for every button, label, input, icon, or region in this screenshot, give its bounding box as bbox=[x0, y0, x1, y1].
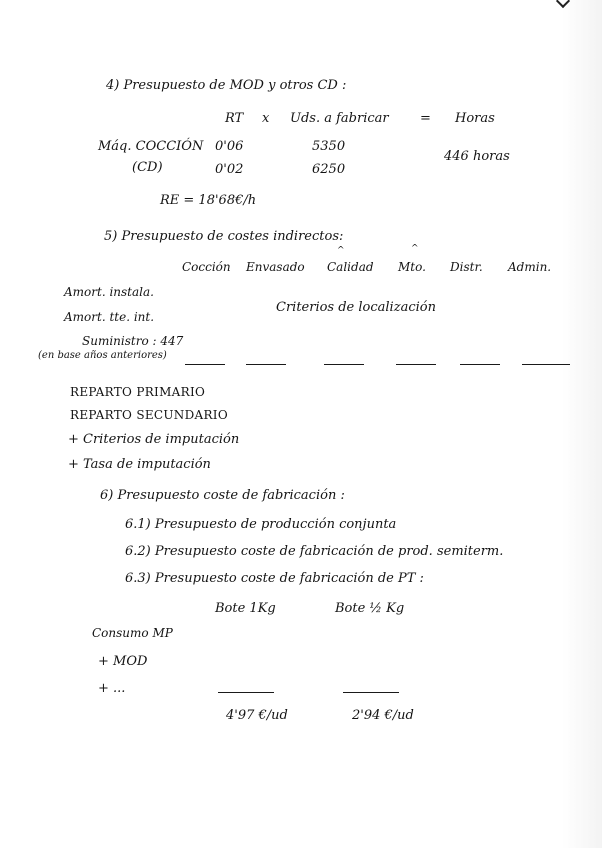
row-mod: + MOD bbox=[98, 654, 148, 669]
col-rt: RT bbox=[225, 111, 244, 126]
blank-line bbox=[246, 364, 286, 365]
row1-uds: 5350 bbox=[312, 139, 346, 154]
section5-title: 5) Presupuesto de costes indirectos: bbox=[104, 229, 344, 244]
section4-title: 4) Presupuesto de MOD y otros CD : bbox=[106, 78, 347, 93]
section6-title: 6) Presupuesto coste de fabricación : bbox=[100, 488, 345, 503]
col-coccion: Cocción bbox=[182, 260, 231, 274]
item-6-2: 6.2) Presupuesto coste de fabricación de prod. semiterm. bbox=[125, 544, 504, 559]
row-amort-tte: Amort. tte. int. bbox=[64, 310, 155, 324]
row-amort-instala: Amort. instala. bbox=[64, 285, 154, 299]
row2-rt: 0'02 bbox=[215, 162, 244, 177]
col-calidad: Calidad bbox=[327, 260, 374, 274]
col-equals: = bbox=[420, 111, 431, 126]
criterios-localizacion: Criterios de localización bbox=[276, 300, 436, 315]
blank-line bbox=[324, 364, 364, 365]
accent-mark: ^ bbox=[411, 244, 419, 254]
item-6-1: 6.1) Presupuesto de producción conjunta bbox=[125, 517, 397, 532]
re-value: RE = 18'68€/h bbox=[160, 193, 257, 208]
reparto-primario: REPARTO PRIMARIO bbox=[70, 385, 206, 399]
item-6-3: 6.3) Presupuesto coste de fabricación de PT : bbox=[125, 571, 424, 586]
row-etc: + ... bbox=[98, 681, 126, 696]
row-consumo-mp: Consumo MP bbox=[92, 626, 173, 640]
col-horas: Horas bbox=[455, 111, 495, 126]
page-shadow bbox=[562, 0, 602, 848]
blank-line bbox=[522, 364, 570, 365]
col-admin: Admin. bbox=[508, 260, 552, 274]
row-suministro-note: (en base años anteriores) bbox=[38, 350, 167, 361]
value-bote-1kg: 4'97 €/ud bbox=[226, 708, 288, 723]
col-x: x bbox=[262, 111, 270, 126]
value-bote-half-kg: 2'94 €/ud bbox=[352, 708, 414, 723]
blank-line bbox=[185, 364, 225, 365]
col-distr: Distr. bbox=[450, 260, 483, 274]
accent-mark: ^ bbox=[337, 246, 345, 256]
row-suministro: Suministro : 447 bbox=[82, 334, 184, 348]
col-mto: Mto. bbox=[398, 260, 426, 274]
blank-line bbox=[460, 364, 500, 365]
reparto-secundario: REPARTO SECUNDARIO bbox=[70, 408, 228, 422]
tasa-imputacion: + Tasa de imputación bbox=[68, 457, 211, 472]
blank-line bbox=[396, 364, 436, 365]
horas-total: 446 horas bbox=[444, 149, 510, 164]
sum-line bbox=[343, 692, 399, 693]
col-bote-half-kg: Bote ½ Kg bbox=[335, 601, 405, 616]
sum-line bbox=[218, 692, 274, 693]
col-uds-fabricar: Uds. a fabricar bbox=[290, 111, 389, 126]
row1-rt: 0'06 bbox=[215, 139, 244, 154]
row-maq-coccion: Máq. COCCIÓN bbox=[98, 139, 204, 154]
col-envasado: Envasado bbox=[246, 260, 305, 274]
criterios-imputacion: + Criterios de imputación bbox=[68, 432, 240, 447]
row2-uds: 6250 bbox=[312, 162, 346, 177]
col-bote-1kg: Bote 1Kg bbox=[215, 601, 276, 616]
row-cd: (CD) bbox=[132, 160, 163, 175]
